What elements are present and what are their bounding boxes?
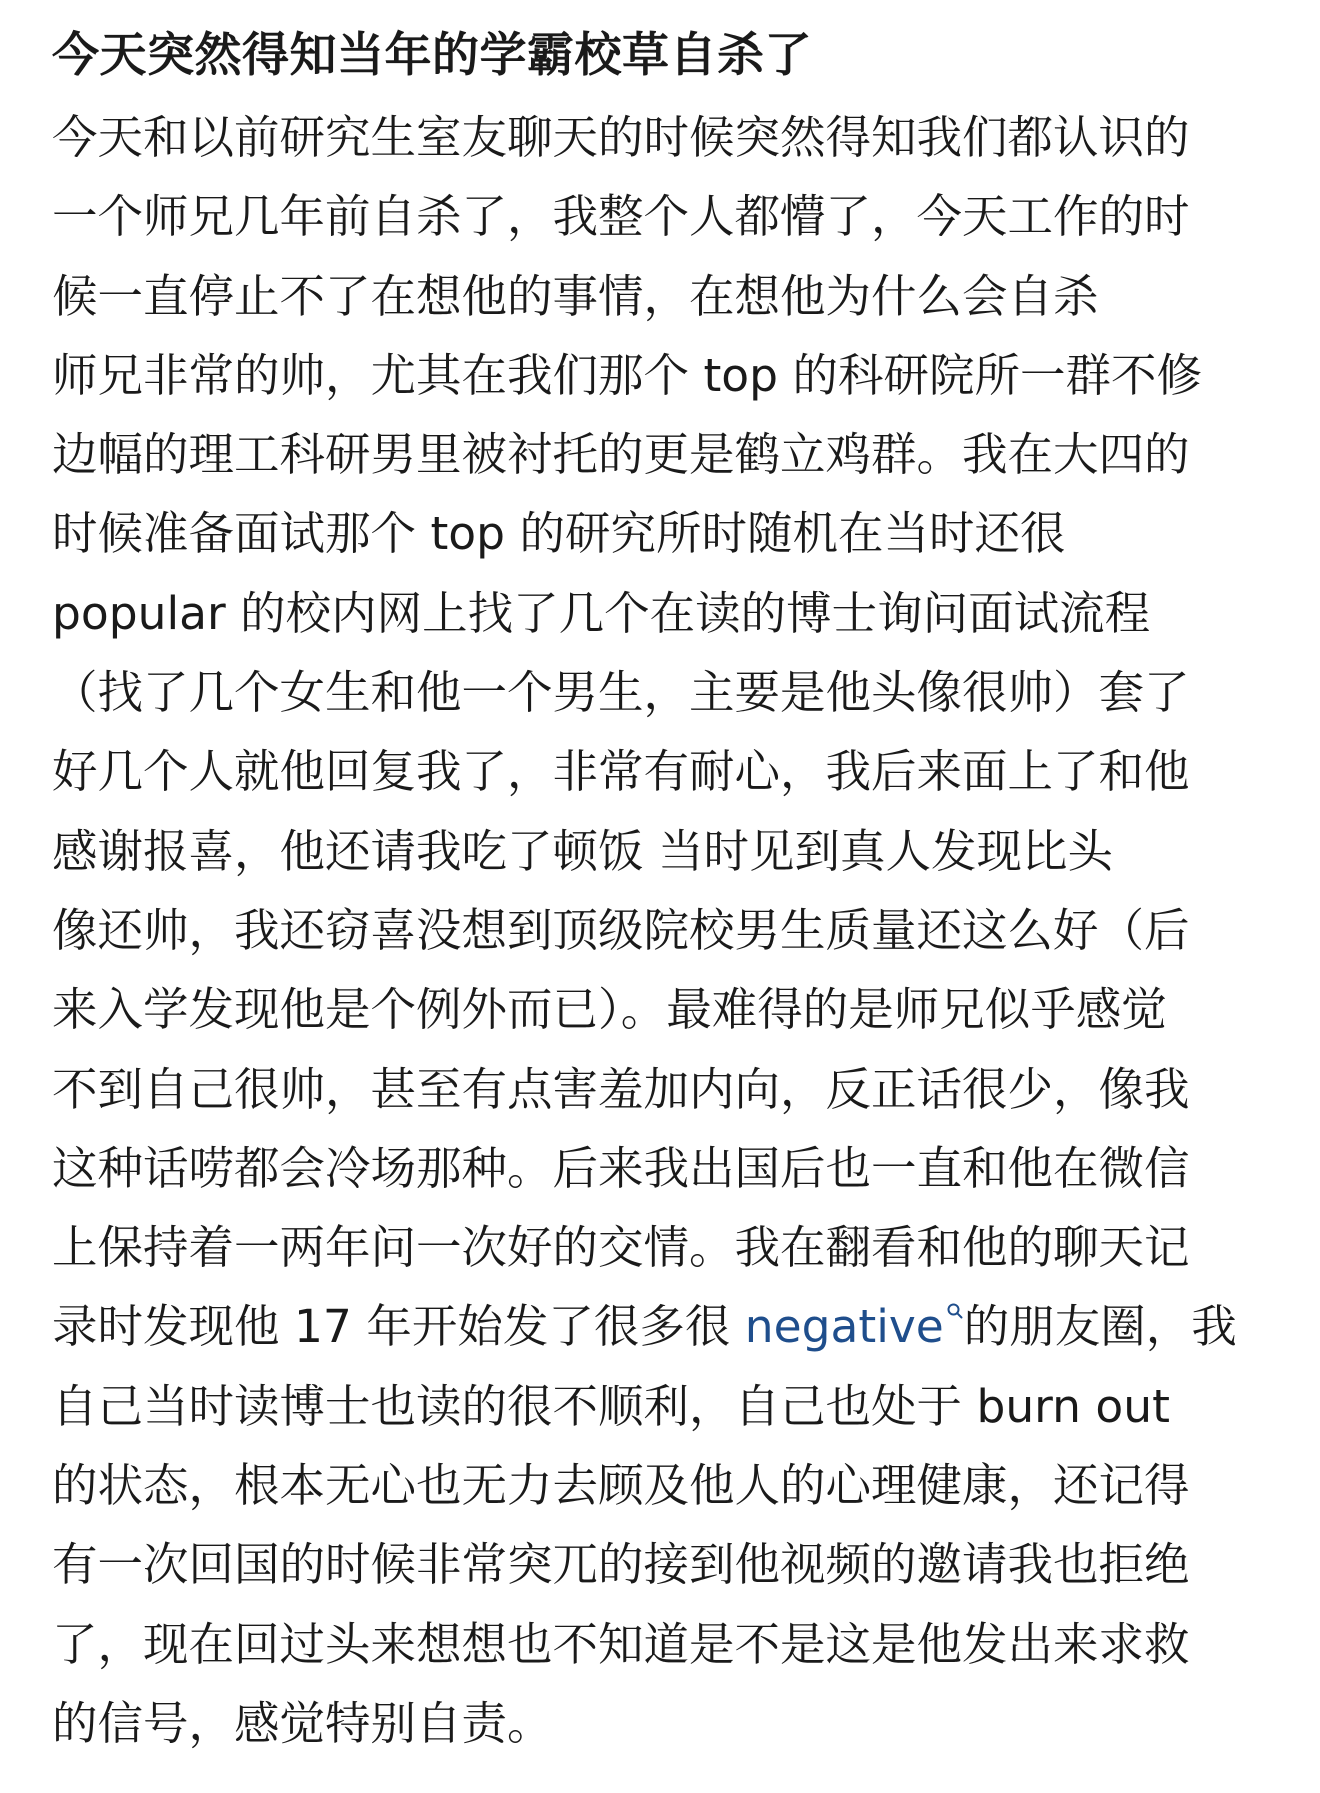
search-link-text: negative [744,1300,944,1354]
post-body [52,98,1282,1763]
search-icon [946,1302,964,1320]
post [52,18,1282,1763]
body-line: 像还帅，我还窃喜没想到顶级院校男生质量还这么好（后 [52,903,1190,957]
body-line: （找了几个女生和他一个男生，主要是他头像很帅）套了 [52,666,1190,720]
body-line: 好几个人就他回复我了，非常有耐心，我后来面上了和他 [52,745,1190,799]
search-link[interactable] [745,1300,964,1353]
body-line: 有一次回国的时候非常突兀的接到他视频的邀请我也拒绝 [52,1538,1190,1592]
body-text: 的朋友圈，我 [963,1300,1237,1354]
body-line: 自己当时读博士也读的很不顺利，自己也处于 burn out [52,1379,1170,1433]
body-line: 上保持着一两年问一次好的交情。我在翻看和他的聊天记 [52,1221,1190,1275]
body-line: 这种话唠都会冷场那种。后来我出国后也一直和他在微信 [52,1141,1190,1195]
post-title: 今天突然得知当年的学霸校草自杀了 [52,28,812,83]
body-line: 不到自己很帅，甚至有点害羞加内向，反正话很少，像我 [52,1062,1190,1116]
body-line: 候一直停止不了在想他的事情，在想他为什么会自杀 [52,269,1099,323]
body-line: 今天和以前研究生室友聊天的时候突然得知我们都认识的 [52,111,1190,164]
body-line: 的信号，感觉特别自责。 [52,1696,553,1750]
body-line: 时候准备面试那个 top 的研究所时随机在当时还很 [52,507,1066,561]
body-line: 边幅的理工科研男里被衬托的更是鹤立鸡群。我在大四的 [52,428,1190,482]
body-line: 感谢报喜，他还请我吃了顿饭 当时见到真人发现比头 [52,824,1113,878]
body-line: 的状态，根本无心也无力去顾及他人的心理健康，还记得 [52,1459,1190,1513]
body-text: 录时发现他 17 年开始发了很多很 [52,1300,745,1354]
body-line: popular 的校内网上找了几个在读的博士询问面试流程 [52,586,1151,640]
body-line-with-link [52,1287,1282,1366]
body-line: 师兄非常的帅，尤其在我们那个 top 的科研院所一群不修 [52,348,1202,402]
body-line: 来入学发现他是个例外而已）。最难得的是师兄似乎感觉 [52,983,1167,1037]
body-line: 了，现在回过头来想想也不知道是不是这是他发出来求救 [52,1617,1190,1671]
body-line: 一个师兄几年前自杀了，我整个人都懵了，今天工作的时 [52,190,1190,244]
